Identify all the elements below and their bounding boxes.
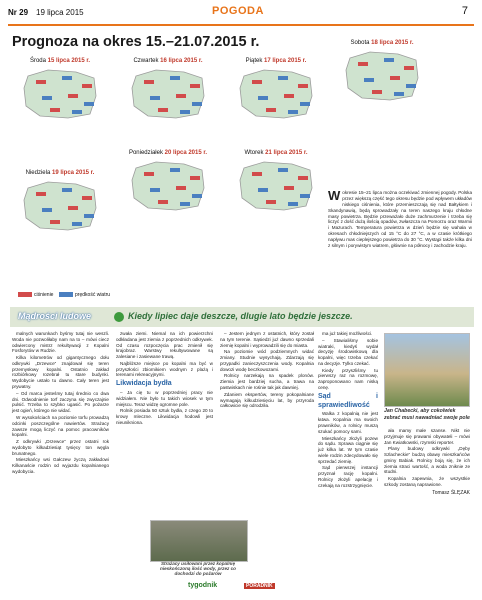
brand-logo-2: PORADNIK [246, 583, 273, 589]
forecast-map [126, 58, 210, 122]
paragraph: ma już takiej możliwości. [322, 331, 373, 336]
map-date: 21 lipca 2015 r. [265, 150, 308, 156]
forecast-text: okresie 15–21 lipca można oczekiwać zmiennej pogody. Polska przez większą część tego okresu będzie pod wpływem układów niskiego ciśnienia, które przemieszczają się nad Bałtykiem i Skandynawią, będą sprowadzały na teren naszego kraju chłodne masy powietrza. Będzie przeważało duże zachmurzenie i trzeba się liczyć z dość dużą ilością opadów, zwłaszcza na Pomorzu oraz Warmii i Mazurach. Temperatura powietrza w dzień będzie się wahała w okresach chłodniejszych od 15 °C do 27 °C, a w czasie krótkiego napływu mas cieplejszego powietrza do 30 °C. Wystąpi także kilka dni z silnym i porywistym wiatrem, głównie na północy i zachodzie kraju. [328, 190, 472, 248]
map-day: Wtorek [244, 150, 266, 156]
article-title: Prognoza na okres 15.–21.07.2015 r. [12, 34, 260, 50]
forecast-map [234, 150, 318, 214]
poland-map-icon [126, 66, 210, 122]
poland-map-icon [340, 48, 424, 104]
photo-caption-firefighters: Strażacy usiłowani przez kopalnię nieskończoną ilość wody, przez co dochodzi do pożarów [160, 561, 236, 576]
forecast-map [18, 170, 102, 234]
poland-map-icon [18, 66, 102, 122]
paragraph: zwała ziemi. Niemal na ich powierzchni odkładana jest ziemia z poprzednich odkrywek. Od czasu rozpoczęcia prac zmienił się krajobraz. Warstwy rekultywowane są zalesiane i zasiewane trawą. [116, 331, 213, 360]
paragraph: Kilka kilometrów od gigantycznego dołu odkrywki „Drzewce” znajdował się teren przemysłowy kopalni. Ostatnio zakład rozbiórkowy rozebrał tu stare budynki. Wydobycie ustało tu dawno. Cały teren jest prywatny. [12, 355, 109, 390]
folk-wisdom-text: Kiedy lipiec daje deszcze, dlugie lato będzie jeszcze. [128, 311, 353, 321]
farmer-photo [384, 333, 470, 407]
paragraph: Mieszkańcy wsi Gałczew życzą zakładowi Kilkanaście rodzin od wyjazdu kopalnianego wydobycia. [12, 457, 109, 474]
leaf-icon [114, 312, 124, 322]
forecast-description [328, 190, 472, 249]
map-day-label [126, 58, 210, 64]
poland-map-icon [234, 66, 318, 122]
article-column-2 [116, 331, 213, 427]
paragraph: W wysokościach na poziomie torfu prowadzą odcinki poszczególne nawiertów. Strażacy zawsze mogą liczyć na pomoc pracowników kopalni. [12, 414, 109, 438]
article-column-1 [12, 331, 109, 476]
map-legend [18, 292, 110, 298]
forecast-map [340, 40, 424, 104]
map-day-label [18, 170, 102, 176]
column-2-body [116, 331, 213, 378]
paragraph: – Stawialiśmy sobie wiatraki, kiedyś wydał decyzję środowiskową dla kopalni, więc trzeba czekać na decyzje. Tylko czekać. [318, 337, 378, 366]
forecast-map [234, 58, 318, 122]
map-day-label [18, 58, 102, 64]
map-date: 15 lipca 2015 r. [47, 58, 91, 64]
paragraph: Z odkrywki „Drzewce” przez ostatni rok wydobyto kilkadziesiąt tysięcy ton węgla brunatnego. [12, 439, 109, 456]
map-day: Czwartek [133, 58, 161, 64]
map-date: 16 lipca 2015 r. [160, 58, 203, 64]
map-date: 17 lipca 2015 r. [263, 58, 307, 64]
issue-number: Nr 29 [8, 8, 29, 17]
paragraph: Plany budowy odkrywki „Dęby Szlacheckie” budzą obawy mieszkańców gminy Babiak. Rolnicy boją się, że ich ziemia straci wartość, a woda zniknie ze studni. [384, 446, 470, 475]
wind-swatch [59, 292, 73, 297]
paragraph: Kiedy przyszliśmy tu pierwszy raz na rozmowę, zaproponowano nam niską cenę. [318, 367, 378, 391]
pressure-swatch [18, 292, 32, 297]
map-day-label [126, 150, 210, 156]
forecast-map [18, 58, 102, 122]
map-day-label [340, 40, 424, 46]
folk-wisdom-tag: Mądrości ludowe [18, 311, 92, 321]
paragraph: Na poziomie wód podziemnych widać zmiany. Studnie wysychają. Zdarzają się przypadki zanieczyszczenia wody. Kopalnia dowozi wodę beczkowozami. [220, 349, 314, 372]
map-day: Niedziela [25, 170, 52, 176]
paragraph: – Ja cię tu w poprzedniej pracy nie widziałem. Nie było tu takich wiosek w tym miejscu. Teraz widzę ogromne pole. [116, 390, 213, 407]
map-day-label [234, 150, 318, 156]
subheading-livestock: Likwidacja bydła [116, 380, 172, 388]
article-column-4 [318, 331, 378, 490]
paragraph: Walka z kopalnią nie jest łatwa. Kopalnia ma swoich prawników, a rolnicy muszą szukać pomocy sami. [318, 411, 378, 434]
header-rule [8, 24, 474, 26]
map-day: Środa [29, 58, 48, 64]
map-date: 20 lipca 2015 r. [164, 150, 208, 156]
map-date: 19 lipca 2015 r. [51, 170, 95, 176]
map-day: Piątek [245, 58, 264, 64]
legend-wind: prędkość wiatru [75, 292, 111, 298]
brand-logo: tygodnik [188, 582, 218, 589]
folk-wisdom-band [10, 307, 474, 327]
paragraph: Mieszkańcy złożyli pozew do sądu. Sprawa ciągnie się już kilka lat. W tym czasie wiele rodzin zdecydowało się sprzedać ziemię. [318, 435, 378, 464]
page-header [0, 0, 482, 26]
paragraph: malnych warunkach byśmy tutaj nie weszli. Woda nie pozwoliłaby nam na to – mówi ciecz odwiercony mistrz rekultywacji z Kopalni Fosforytów w Rudzie. [12, 331, 109, 354]
firefighters-photo [150, 520, 248, 562]
article-column-5 [384, 428, 470, 496]
map-day: Poniedziałek [128, 150, 165, 156]
section-title: POGODA [212, 5, 264, 17]
paragraph: Zdaniem ekspertów, tereny pokopalniane wymagają kilkudziesięciu lat, by przyroda całkowicie się odrodziła. [220, 391, 314, 409]
byline: Tomasz ŚLĘZAK [432, 489, 470, 496]
map-date: 18 lipca 2015 r. [371, 40, 414, 46]
column-4-body-b [318, 411, 378, 488]
drop-cap: W [328, 188, 341, 203]
article-column-3 [220, 331, 314, 410]
paragraph: Sąd pierwszej instancji przyznał rację kopalni. Rolnicy złożyli apelację i czekają na rozstrzygnięcie. [318, 465, 378, 488]
legend-pressure: ciśnienie [34, 292, 54, 298]
column-2-body-b [116, 390, 213, 426]
column-5-body [384, 428, 470, 488]
column-4-body [318, 331, 378, 391]
poland-map-icon [18, 178, 102, 234]
paragraph: – Od marca jesteśmy tutaj średnio co dwa dni. Odwodnienie torf zaczyna się zwyczajnie pulsić. Trzeba to szybko ugasić. Po pożarze jest ogień, którego nie widać. [12, 390, 109, 414]
map-day-label [234, 58, 318, 64]
paragraph: Kopalnia zapewnia, że wszystkie szkody zostaną naprawione. [384, 476, 470, 488]
poland-map-icon [234, 158, 318, 214]
forecast-map [126, 150, 210, 214]
paragraph: – Jestem jednym z ostatnich, który został na tym terenie. Sąsiedzi już dawno sprzedali ziemię kopalni i wyprowadzili się do miasta. [220, 331, 314, 348]
poland-map-icon [126, 158, 210, 214]
issue-date: 19 lipca 2015 [36, 8, 84, 17]
paragraph: Rolnicy narzekają na spadek plonów. Ziemia jest bardziej sucha, a trawa na pastwiskach nie rośnie tak jak dawniej. [220, 373, 314, 391]
photo-caption-farmer: Jan Chabecki, aby cokolwiek zebrać musi nawadniać swoje pole [384, 408, 470, 421]
paragraph: Rolnik posiada 50 sztuk bydła, z czego 20 to krowy mleczne. Likwidacja hodowli jest nieunikniona. [116, 408, 213, 425]
paragraph: Najbliższe miejsce po kopalni ma być w przyszłości zbiornikiem wodnym z plażą i terenami rekreacyjnymi. [116, 360, 213, 378]
paragraph: ała mamy małe szanse. Nikt nie przyjmuje się prawami obywateli – mówi Jan Kwiatkowski, rzymski reporter. [384, 428, 470, 445]
page-number: 7 [461, 5, 468, 17]
map-day: Sobota [350, 40, 372, 46]
subheading-court: Sąd i sprawiedliwość [318, 392, 378, 409]
